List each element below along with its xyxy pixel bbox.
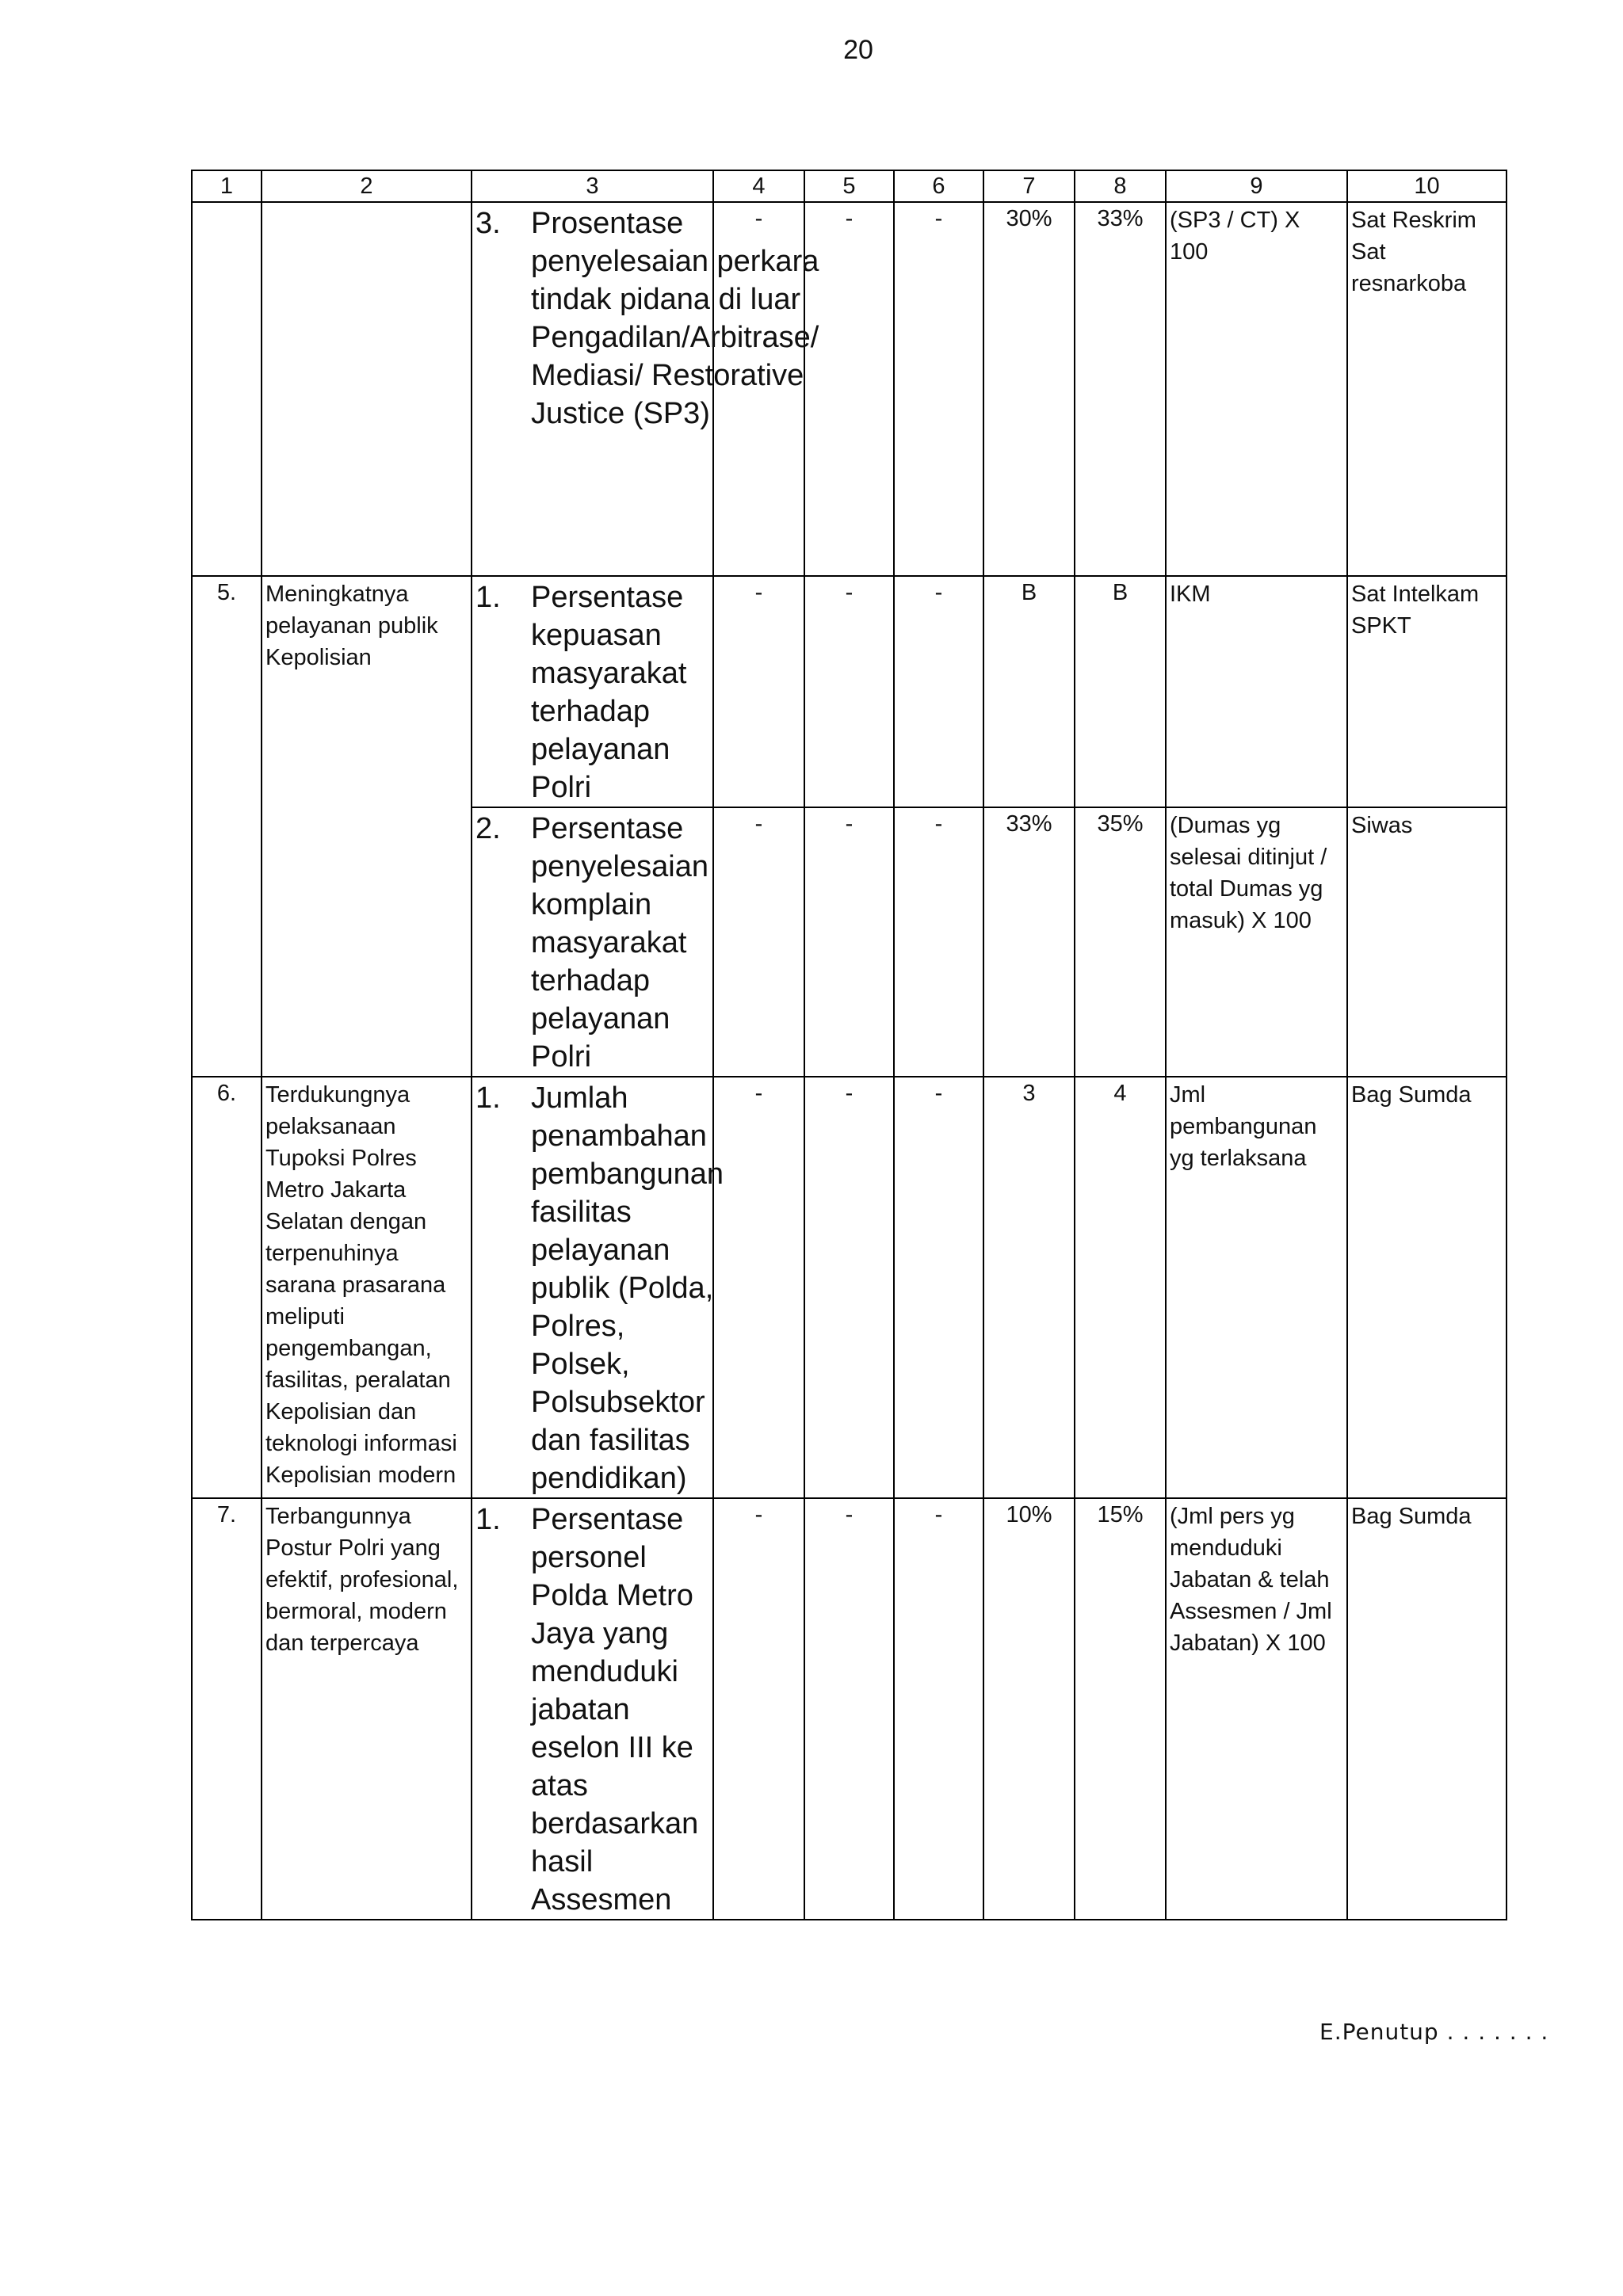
target-value-col8: 35% bbox=[1075, 807, 1166, 1077]
col4-value: - bbox=[713, 576, 804, 807]
next-section-catchword: E.Penutup . . . . . . . bbox=[1319, 2019, 1549, 2045]
formula-cell: (Jml pers yg menduduki Jabatan & telah Assesmen / Jml Jabatan) X 100 bbox=[1166, 1498, 1347, 1920]
col5-value: - bbox=[804, 202, 894, 576]
target-value-col7: 10% bbox=[983, 1498, 1075, 1920]
indicator-cell bbox=[472, 576, 713, 807]
indicator-text: Prosentase penyelesaian perkara tindak pidana di luar Pengadilan/Arbitrase/ Mediasi/ Restorative Justice (SP3) bbox=[531, 207, 819, 430]
indicator-number: 1. bbox=[475, 1503, 501, 1536]
col6-value: - bbox=[894, 576, 983, 807]
table-row bbox=[192, 202, 1507, 576]
col4-value: - bbox=[713, 1498, 804, 1920]
col4-value: - bbox=[713, 807, 804, 1077]
indicator-number: 1. bbox=[475, 1081, 501, 1115]
table-row bbox=[192, 576, 1507, 807]
col6-value: - bbox=[894, 807, 983, 1077]
header-col-10: 10 bbox=[1347, 170, 1507, 202]
formula-cell: (SP3 / CT) X 100 bbox=[1166, 202, 1347, 576]
header-col-5: 5 bbox=[804, 170, 894, 202]
page-number: 20 bbox=[843, 35, 873, 65]
indicator-cell bbox=[472, 1498, 713, 1920]
formula-cell: (Dumas yg selesai ditinjut / total Dumas yg masuk) X 100 bbox=[1166, 807, 1347, 1077]
indicator-text: Jumlah penambahan pembangunan fasilitas pelayanan publik (Polda, Polres, Polsek, Polsubsektor dan fasilitas pendidikan) bbox=[531, 1081, 724, 1495]
target-value-col8: 33% bbox=[1075, 202, 1166, 576]
indicator-number: 1. bbox=[475, 581, 501, 614]
header-col-4: 4 bbox=[713, 170, 804, 202]
target-value-col7: 30% bbox=[983, 202, 1075, 576]
target-value-col8: B bbox=[1075, 576, 1166, 807]
indicator-text: Persentase personel Polda Metro Jaya yang menduduki jabatan eselon III ke atas berdasarkan hasil Assesmen bbox=[531, 1503, 699, 1917]
formula-cell: IKM bbox=[1166, 576, 1347, 807]
target-value-col8: 15% bbox=[1075, 1498, 1166, 1920]
responsible-unit-cell: Bag Sumda bbox=[1347, 1498, 1507, 1920]
col5-value: - bbox=[804, 576, 894, 807]
table-row bbox=[192, 1498, 1507, 1920]
goal-cell: Meningkatnya pelayanan publik Kepolisian bbox=[262, 576, 472, 1077]
col6-value: - bbox=[894, 202, 983, 576]
col6-value: - bbox=[894, 1498, 983, 1920]
row-number: 5. bbox=[192, 576, 262, 1077]
indicator-text: Persentase kepuasan masyarakat terhadap pelayanan Polri bbox=[531, 581, 687, 804]
row-number bbox=[192, 202, 262, 576]
responsible-unit-cell: Sat Intelkam SPKT bbox=[1347, 576, 1507, 807]
responsible-unit-cell: Bag Sumda bbox=[1347, 1077, 1507, 1498]
target-value-col7: 3 bbox=[983, 1077, 1075, 1498]
row-number: 7. bbox=[192, 1498, 262, 1920]
col4-value: - bbox=[713, 1077, 804, 1498]
col5-value: - bbox=[804, 1077, 894, 1498]
header-col-6: 6 bbox=[894, 170, 983, 202]
header-col-2: 2 bbox=[262, 170, 472, 202]
header-col-9: 9 bbox=[1166, 170, 1347, 202]
indicator-cell bbox=[472, 807, 713, 1077]
goal-cell: Terdukungnya pelaksanaan Tupoksi Polres Metro Jakarta Selatan dengan terpenuhinya sarana prasarana meliputi pengembangan, fasilitas, peralatan Kepolisian dan teknologi informasi Kepolisian modern bbox=[262, 1077, 472, 1498]
indicator-cell bbox=[472, 1077, 724, 1498]
col6-value: - bbox=[894, 1077, 983, 1498]
table-row bbox=[192, 1077, 1507, 1498]
col4-value: - bbox=[713, 202, 804, 576]
goal-cell: Terbangunnya Postur Polri yang efektif, profesional, bermoral, modern dan terpercaya bbox=[262, 1498, 472, 1920]
performance-indicator-table bbox=[191, 170, 1507, 1920]
header-col-7: 7 bbox=[983, 170, 1075, 202]
formula-cell: Jml pembangunan yg terlaksana bbox=[1166, 1077, 1347, 1498]
row-number: 6. bbox=[192, 1077, 262, 1498]
indicator-number: 3. bbox=[475, 207, 501, 240]
header-col-8: 8 bbox=[1075, 170, 1166, 202]
goal-cell bbox=[262, 202, 472, 576]
target-value-col7: 33% bbox=[983, 807, 1075, 1077]
indicator-cell bbox=[472, 202, 819, 576]
header-col-3: 3 bbox=[472, 170, 713, 202]
table-header-row bbox=[192, 170, 1507, 202]
indicator-text: Persentase penyelesaian komplain masyarakat terhadap pelayanan Polri bbox=[531, 812, 708, 1074]
responsible-unit-cell: Siwas bbox=[1347, 807, 1507, 1077]
responsible-unit-cell: Sat Reskrim Sat resnarkoba bbox=[1347, 202, 1507, 576]
col5-value: - bbox=[804, 807, 894, 1077]
col5-value: - bbox=[804, 1498, 894, 1920]
target-value-col8: 4 bbox=[1075, 1077, 1166, 1498]
header-col-1: 1 bbox=[192, 170, 262, 202]
target-value-col7: B bbox=[983, 576, 1075, 807]
indicator-number: 2. bbox=[475, 812, 501, 845]
